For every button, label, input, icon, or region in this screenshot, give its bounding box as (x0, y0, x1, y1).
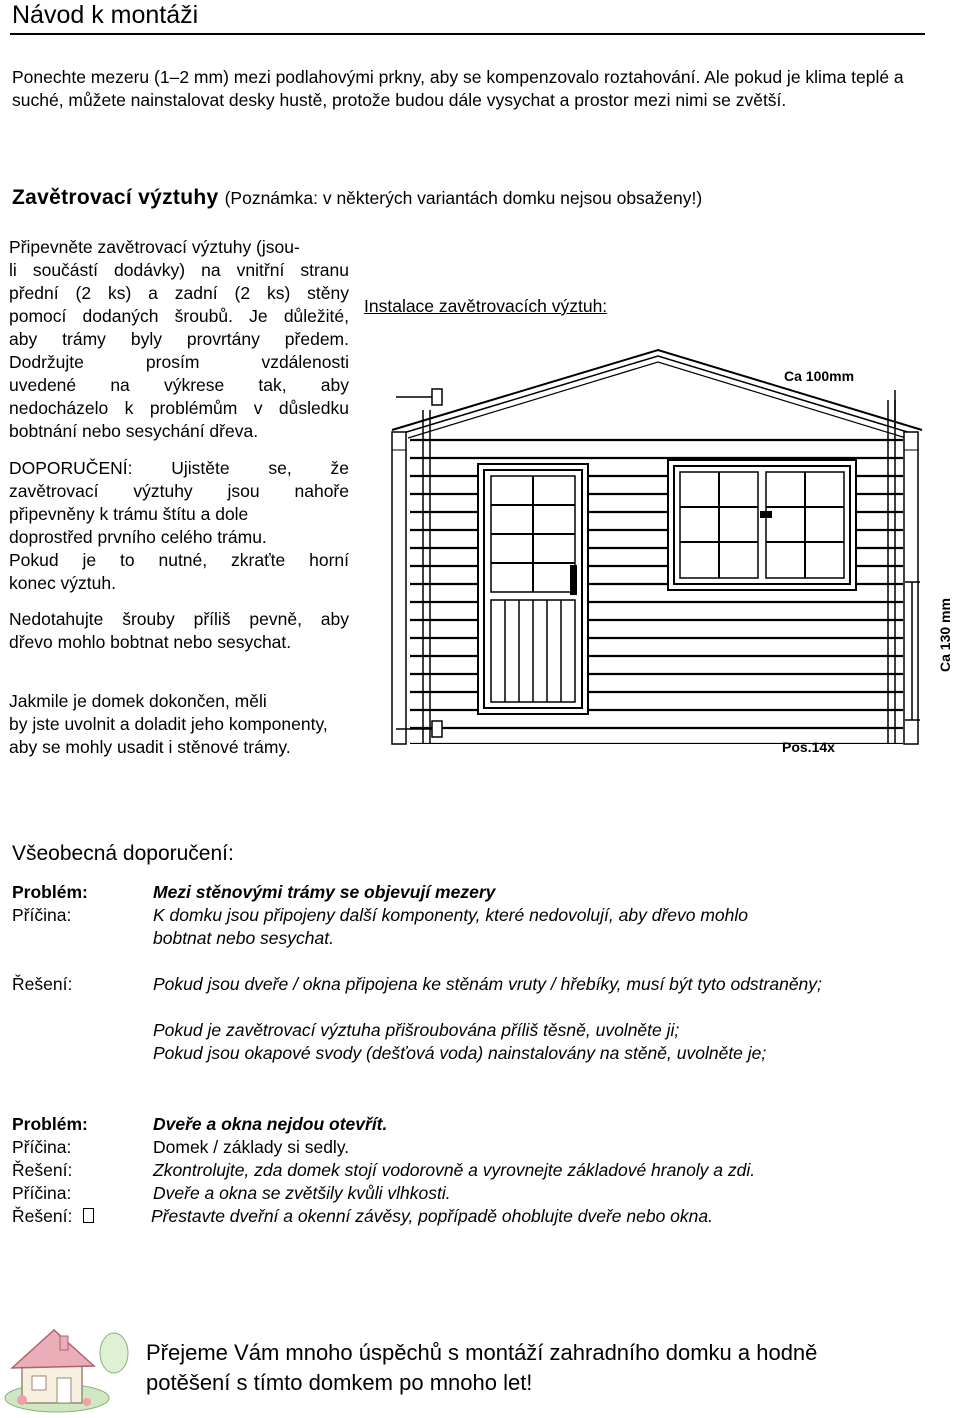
text-line: Dodržujte prosím vzdálenosti (9, 352, 349, 372)
text-line: Připevněte zavětrovací výztuhy (jsou- (9, 237, 300, 257)
recommendation-label: DOPORUČENÍ (9, 458, 128, 478)
position-label: Pos.14x (782, 739, 835, 755)
bracing-paragraph-2 (9, 457, 349, 595)
cause-text: Dveře a okna se zvětšily kvůli vlhkosti. (153, 1183, 451, 1203)
closing-line: Přejeme Vám mnoho úspěchů s montáží zahradního domku a hodně (146, 1340, 818, 1365)
text-line: přední (2 ks) a zadní (2 ks) stěny (9, 283, 349, 303)
text-line: Jakmile je domek dokončen, měli (9, 691, 267, 711)
text-line: dřevo mohlo bobtnat nebo sesychat. (9, 632, 292, 652)
text-line: aby se mohly usadit i stěnové trámy. (9, 737, 291, 757)
problem-label: Problém: (12, 882, 88, 902)
solution-line: Pokud je zavětrovací výztuha přišroubována příliš těsně, uvolněte ji; (153, 1020, 680, 1040)
solution-label: Řešení: (12, 1160, 73, 1180)
text-line: aby trámy byly provrtány předem. (9, 329, 349, 349)
text-line: pomocí dodaných šroubů. Je důležité, (9, 306, 349, 326)
diagram-caption: Instalace zavětrovacích výztuh: (364, 296, 608, 316)
closing-line: potěšení s tímto domkem po mnoho let! (146, 1370, 533, 1395)
general-heading: Všeobecná doporučení: (12, 842, 234, 865)
text-line: konec výztuh. (9, 573, 116, 593)
cause-label: Příčina: (12, 1137, 72, 1157)
house-bracing-diagram (385, 345, 957, 775)
text-line: doprostřed prvního celého trámu. (9, 527, 267, 547)
house-clipart-icon (2, 1318, 132, 1416)
solution-text: Přestavte dveřní a okenní závěsy, popřípadě ohoblujte dveře nebo okna. (151, 1206, 713, 1226)
window (668, 460, 856, 590)
solution-text: Zkontrolujte, zda domek stojí vodorovně a vyrovnejte základové hranoly a zdi. (153, 1160, 756, 1180)
solution-line: Pokud jsou okapové svody (dešťová voda) nainstalovány na stěně, uvolněte je; (153, 1043, 767, 1063)
text-line: Pokud je to nutné, zkraťte horní (9, 550, 349, 570)
text-line: nedocházelo k problémům v důsledku (9, 398, 349, 418)
cause-line: K domku jsou připojeny další komponenty, které nedovolují, aby dřevo mohlo (153, 905, 749, 925)
cause-text (153, 904, 943, 950)
bracing-heading-text: Zavětrovací výztuhy (12, 186, 219, 209)
solution-label: Řešení: (12, 974, 73, 994)
bracing-heading-note: (Poznámka: v některých variantách domku nejsou obsaženy!) (224, 188, 703, 208)
recommendation-text: : Ujistěte se, že (127, 458, 349, 478)
cause-label: Příčina: (12, 905, 72, 925)
title-divider (10, 33, 925, 35)
solution-text (153, 1019, 943, 1065)
house-roof (392, 350, 922, 438)
text-line: by jste uvolnit a doladit jeho komponenty, (9, 714, 328, 734)
cause-text: Domek / základy si sedly. (153, 1137, 350, 1157)
cause-label: Příčina: (12, 1183, 72, 1203)
page-title: Návod k montáži (12, 1, 199, 29)
problem-label: Problém: (12, 1114, 88, 1134)
bracing-heading (12, 186, 702, 210)
text-line: připevněny k trámu štítu a dole (9, 504, 249, 524)
solution-label-text: Řešení: (12, 1206, 73, 1226)
solution-text: Pokud jsou dveře / okna připojena ke stěnám vruty / hřebíky, musí být tyto odstraněny; (153, 974, 822, 994)
text-line: uvedené na výkrese tak, aby (9, 375, 349, 395)
closing-message (146, 1338, 817, 1398)
problem-text: Dveře a okna nejdou otevřít. (153, 1114, 388, 1134)
bracing-paragraph-3 (9, 608, 349, 654)
bracing-paragraph-4 (9, 690, 389, 759)
solution-label (12, 1205, 152, 1228)
cause-line: bobtnat nebo sesychat. (153, 928, 334, 948)
door (478, 464, 588, 714)
bracing-paragraph-1 (9, 236, 349, 443)
text-line: bobtnání nebo sesychání dřeva. (9, 421, 259, 441)
dimension-label-side: Ca 130 mm (937, 598, 953, 672)
dimension-label-top: Ca 100mm (784, 368, 855, 384)
text-line: Nedotahujte šrouby příliš pevně, aby (9, 609, 349, 629)
text-line: li součástí dodávky) na vnitřní stranu (9, 260, 349, 280)
problem-text: Mezi stěnovými trámy se objevují mezery (153, 882, 496, 902)
text-line: zavětrovací výztuhy jsou nahoře (9, 481, 349, 501)
missing-glyph-icon (83, 1208, 94, 1223)
text-line (9, 457, 349, 480)
intro-paragraph: Ponechte mezeru (1–2 mm) mezi podlahovými prkny, aby se kompenzovalo roztahování. Ale pokud je klima teplé a suché, můžete nainstalovat desky hustě, protože budou dále vysychat a prostor mezi nimi se zvětší. (12, 67, 904, 110)
